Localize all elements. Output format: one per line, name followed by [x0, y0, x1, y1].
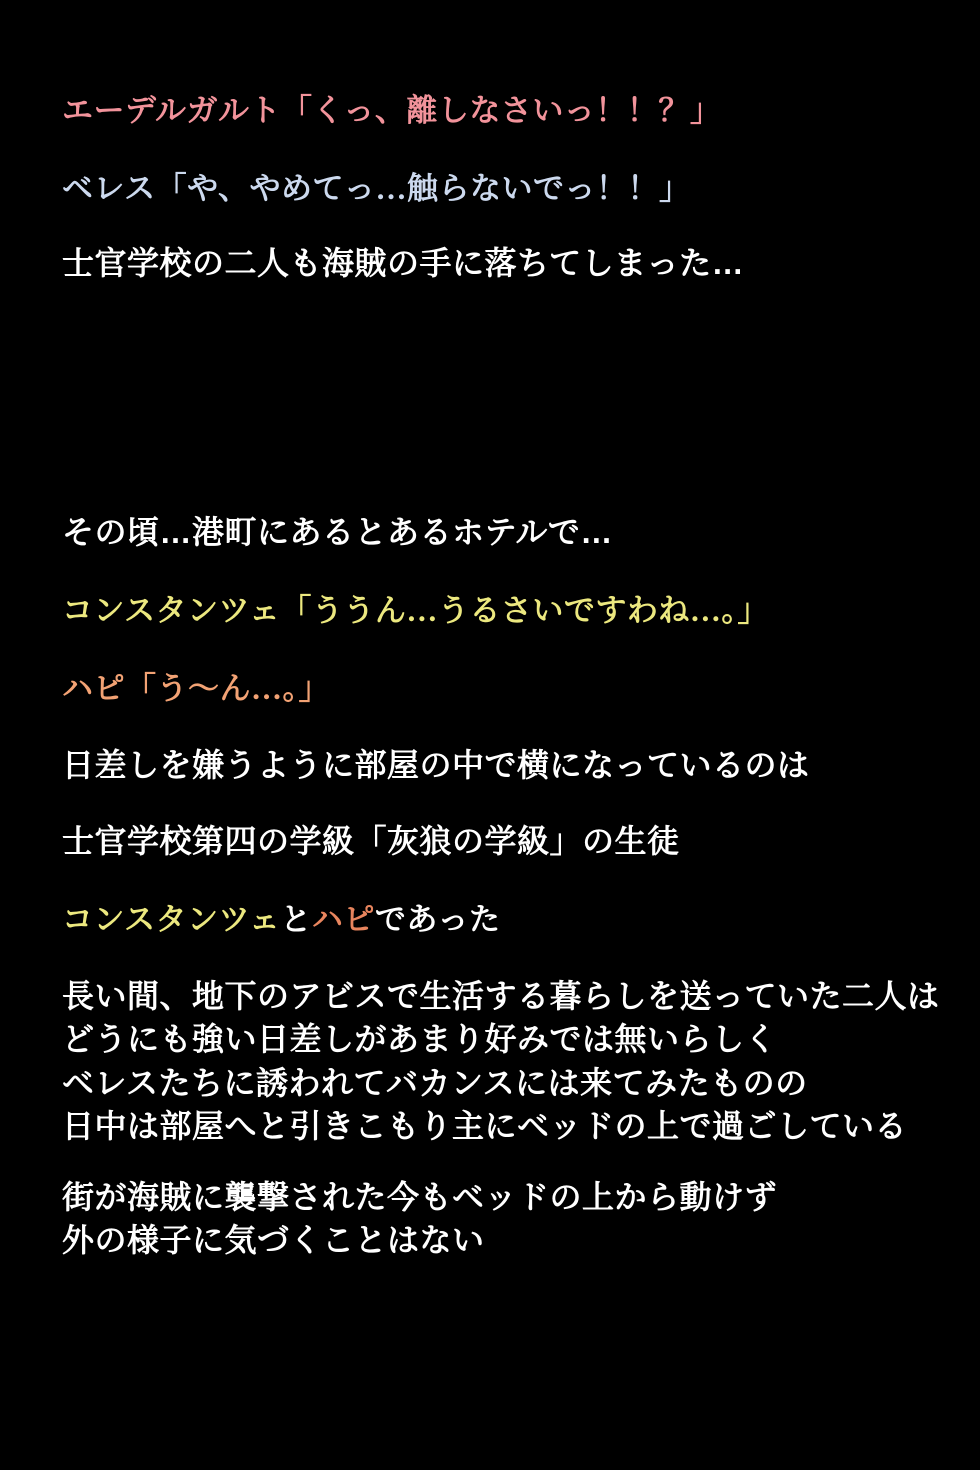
- narration-line-abyss-2: [62, 1014, 777, 1060]
- narration-line-abyss-4: [62, 1101, 907, 1147]
- narration-line-abyss-3: [62, 1058, 808, 1104]
- narration-text: であった: [374, 902, 501, 937]
- narration-line-attack-1: [62, 1172, 777, 1218]
- narration-line-captured: [62, 238, 744, 284]
- dialogue-line-byleth: [62, 163, 690, 208]
- narration-text: 長い間、地下のアビスで生活する暮らしを送っていた二人は: [62, 978, 940, 1014]
- name-text-hapi: ハピ: [311, 902, 375, 937]
- narration-line-abyss-1: [62, 971, 940, 1017]
- narration-text: 日差しを嫌うように部屋の中で横になっているのは: [62, 747, 810, 783]
- narration-text: その頃…港町にあるとあるホテルで…: [62, 514, 613, 550]
- narration-text: どうにも強い日差しがあまり好みでは無いらしく: [62, 1021, 778, 1057]
- narration-text: 日中は部屋へと引きこもり主にベッドの上で過ごしている: [62, 1108, 908, 1144]
- narration-text: 士官学校第四の学級「灰狼の学級」の生徒: [62, 823, 680, 859]
- dialogue-text-hapi: ハピ「う〜ん…。」: [62, 671, 330, 706]
- narration-line-hotel: [62, 507, 613, 553]
- narration-text: と: [280, 902, 312, 937]
- narration-line-names: [62, 894, 501, 939]
- dialogue-text-byleth: ベレス「や、やめてっ…触らないでっ！！」: [62, 171, 691, 206]
- narration-text: 士官学校の二人も海賊の手に落ちてしまった…: [62, 245, 745, 281]
- dialogue-line-edelgard: [62, 85, 721, 130]
- narration-line-lying-down: [62, 740, 810, 786]
- name-text-constanze: コンスタンツェ: [62, 902, 281, 937]
- dialogue-line-hapi: [62, 663, 330, 708]
- dialogue-text-edelgard: エーデルガルト「くっ、離しなさいっ！！？」: [62, 93, 722, 128]
- narration-line-ashen-wolves: [62, 816, 680, 862]
- dialogue-line-constanze: [62, 585, 769, 630]
- narration-text: ベレスたちに誘われてバカンスには来てみたものの: [62, 1065, 808, 1101]
- narration-text: 外の様子に気づくことはない: [62, 1222, 485, 1258]
- narration-text: 街が海賊に襲撃された今もベッドの上から動けず: [62, 1179, 778, 1215]
- dialogue-text-constanze: コンスタンツェ「ううん…うるさいですわね…。」: [62, 593, 769, 628]
- narration-line-attack-2: [62, 1215, 485, 1261]
